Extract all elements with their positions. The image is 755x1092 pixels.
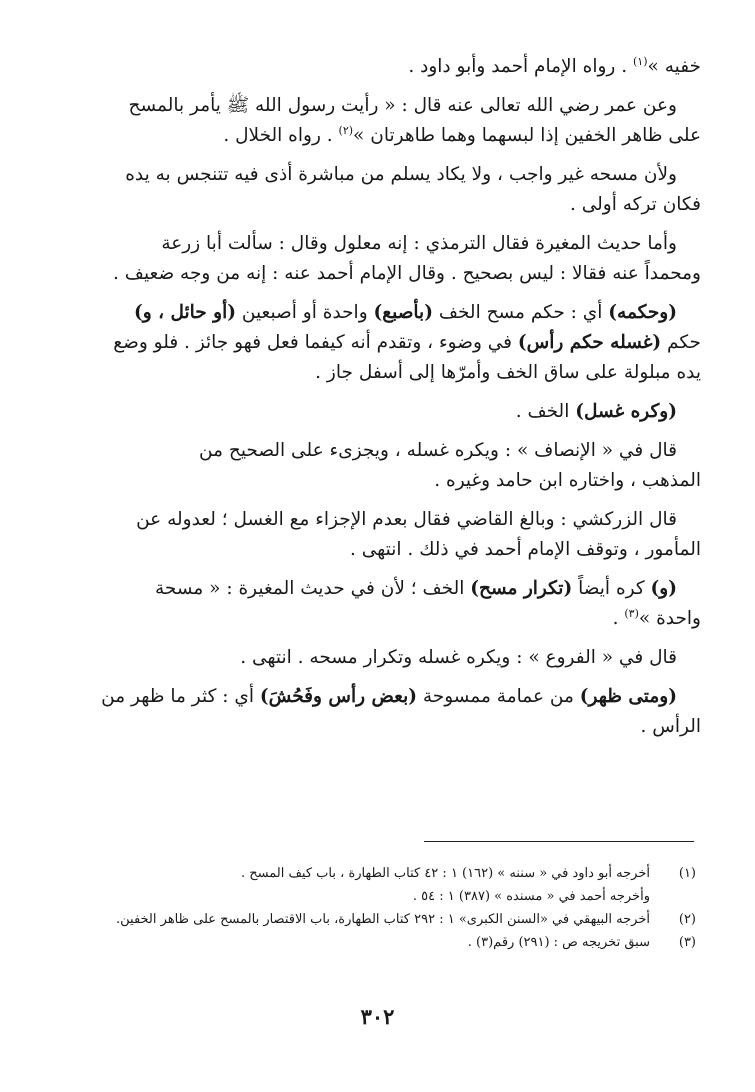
footnote-ref[interactable]: (١) <box>632 54 648 68</box>
text-line: (وكره غسل) الخف . <box>515 401 677 422</box>
footnote-text: وأخرجه أحمد في « مسنده » (٣٨٧) ١ : ٥٤ . <box>412 889 650 904</box>
matn-term: (و) <box>650 578 677 599</box>
text-line: المذهب ، واختاره ابن حامد وغيره . <box>434 470 701 491</box>
footnotes <box>56 862 696 954</box>
matn-term: (وحكمه) <box>608 302 677 323</box>
text-line: على ظاهر الخفين إذا لبسهما وهما طاهرتان »$^{(٢)}$ . رواه الخلال . <box>223 123 701 146</box>
paragraph <box>56 52 701 82</box>
text-line: قال في « الإنصاف » : ويكره غسله ، ويجزىء على الصحيح من <box>199 440 677 461</box>
paragraph <box>56 229 701 289</box>
paragraph <box>56 91 701 151</box>
text-line: حكم (غسله حكم رأس) في وضوء ، وتقدم أنه كيفما فعل فهو جائز . فلو وضع <box>113 332 701 353</box>
footnote <box>56 862 696 885</box>
footnote-number: (٢) <box>678 912 696 927</box>
footnote-ref[interactable]: (٢) <box>338 123 354 137</box>
text-line: فكان تركه أولى . <box>569 194 701 215</box>
footnote-ref[interactable]: (٣) <box>624 606 639 620</box>
footnote-separator <box>424 841 694 842</box>
matn-term: (أو حائل ، و) <box>133 302 236 323</box>
text-line: المأمور ، وتوقف الإمام أحمد في ذلك . انتهى . <box>349 539 701 560</box>
text-line: خفيه »$^{(١)}$ . رواه الإمام أحمد وأبو داود . <box>408 54 701 77</box>
paragraph <box>56 298 701 388</box>
text-line: يده مبلولة على ساق الخف وأمرّها إلى أسفل جاز . <box>315 362 701 383</box>
text-line: واحدة »$^{(٣)}$ . <box>612 606 701 629</box>
paragraph <box>56 160 701 220</box>
matn-term: (وكره غسل) <box>575 401 677 422</box>
text-line: (ومتى ظهر) من عمامة ممسوحة (بعض رأس وفَحُشَ) أي : كثر ما ظهر من <box>101 686 677 707</box>
paragraph <box>56 682 701 742</box>
text-line: قال الزركشي : وبالغ القاضي فقال بعدم الإجزاء مع الغسل ؛ لعدوله عن <box>136 509 677 530</box>
matn-term: (ومتى ظهر) <box>579 686 677 707</box>
paragraph <box>56 574 701 634</box>
text-line: قال في « الفروع » : ويكره غسله وتكرار مسحه . انتهى . <box>240 647 677 668</box>
footnote <box>56 931 696 954</box>
paragraph <box>56 643 701 673</box>
footnote-text: أخرجه أبو داود في « سننه » (١٦٢) ١ : ٤٢ كتاب الطهارة ، باب كيف المسح . <box>241 866 650 881</box>
footnote <box>56 885 696 908</box>
text-line: ومحمداً عنه فقالا : ليس بصحيح . وقال الإمام أحمد عنه : إنه من وجه ضعيف . <box>113 263 701 284</box>
footnote-number: (١) <box>678 866 696 881</box>
footnote-text: سبق تخريجه ص : (٢٩١) رقم(٣) . <box>467 935 650 950</box>
main-text <box>56 52 701 751</box>
footnote-number: (٣) <box>678 935 696 950</box>
matn-term: (بأصبع) <box>373 302 433 323</box>
page-number: ٣٠٢ <box>360 1004 395 1029</box>
text-line: وأما حديث المغيرة فقال الترمذي : إنه معلول وقال : سألت أبا زرعة <box>161 233 677 254</box>
matn-term: (تكرار مسح) <box>470 578 573 599</box>
paragraph <box>56 436 701 496</box>
matn-term: (غسله حكم رأس) <box>517 332 662 353</box>
text-line: وعن عمر رضي الله تعالى عنه قال : « رأيت رسول الله ﷺ يأمر بالمسح <box>128 95 677 116</box>
text-line: (و) كره أيضاً (تكرار مسح) الخف ؛ لأن في حديث المغيرة : « مسحة <box>155 578 677 599</box>
paragraph <box>56 397 701 427</box>
footnote <box>56 908 696 931</box>
paragraph <box>56 505 701 565</box>
text-line: (وحكمه) أي : حكم مسح الخف (بأصبع) واحدة أو أصبعين (أو حائل ، و) <box>133 302 677 323</box>
text-line: الرأس . <box>640 716 701 737</box>
matn-term: (بعض رأس وفَحُشَ) <box>259 686 417 707</box>
text-line: ولأن مسحه غير واجب ، ولا يكاد يسلم من مباشرة أذى فيه تتنجس به يده <box>125 164 677 185</box>
footnote-text: أخرجه البيهقي في «السنن الكبرى» ١ : ٢٩٢ كتاب الطهارة، باب الاقتصار بالمسح على ظاهر الخفين. <box>116 912 650 927</box>
